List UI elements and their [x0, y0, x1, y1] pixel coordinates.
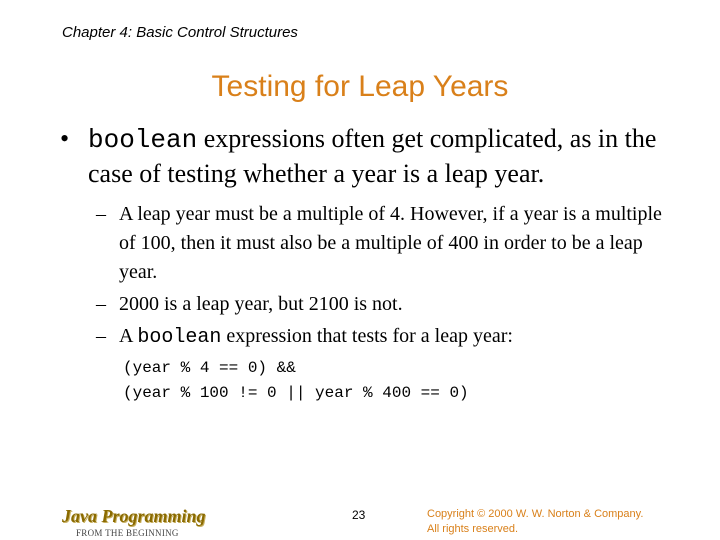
sub-bullet-1 [96, 200, 676, 287]
slide-title: Testing for Leap Years [211, 70, 509, 103]
dash-mark: – [96, 203, 106, 225]
chapter-header: Chapter 4: Basic Control Structures [62, 24, 298, 41]
main-bullet-body: expressions often get complicated, as in the case of testing whether a year is a leap year. [88, 124, 657, 188]
sub-bullet-3-body: expression that tests for a leap year: [221, 325, 513, 347]
footer-brand-subtitle: FROM THE BEGINNING [76, 528, 179, 538]
sub-bullet-2-text: 2000 is a leap year, but 2100 is not. [119, 293, 403, 315]
copyright-line-2: All rights reserved. [427, 523, 519, 535]
sub-bullet-1-text: A leap year must be a multiple of 4. However, if a year is a multiple of 100, then it must also be a multiple of 400 in order to be a leap year. [119, 203, 662, 283]
sub-bullet-3-lead: A [119, 325, 138, 347]
sub-bullet-3 [96, 322, 676, 352]
code-line-2: (year % 100 != 0 || year % 400 == 0) [123, 384, 469, 402]
page-number: 23 [352, 508, 366, 522]
main-bullet [60, 122, 680, 190]
boolean-keyword: boolean [137, 326, 222, 349]
footer-brand-logo: Java Programming [62, 506, 206, 526]
boolean-keyword: boolean [88, 125, 198, 155]
code-line-1: (year % 4 == 0) && [123, 359, 296, 377]
main-bullet-text [88, 122, 680, 190]
sub-bullet-3-text [119, 322, 676, 352]
dash-mark: – [96, 293, 106, 315]
copyright-notice [427, 507, 643, 537]
dash-mark: – [96, 325, 106, 347]
code-block [123, 356, 469, 406]
copyright-line-1: Copyright © 2000 W. W. Norton & Company. [427, 508, 644, 520]
bullet-mark: • [60, 124, 70, 153]
sub-bullet-2 [96, 290, 676, 319]
